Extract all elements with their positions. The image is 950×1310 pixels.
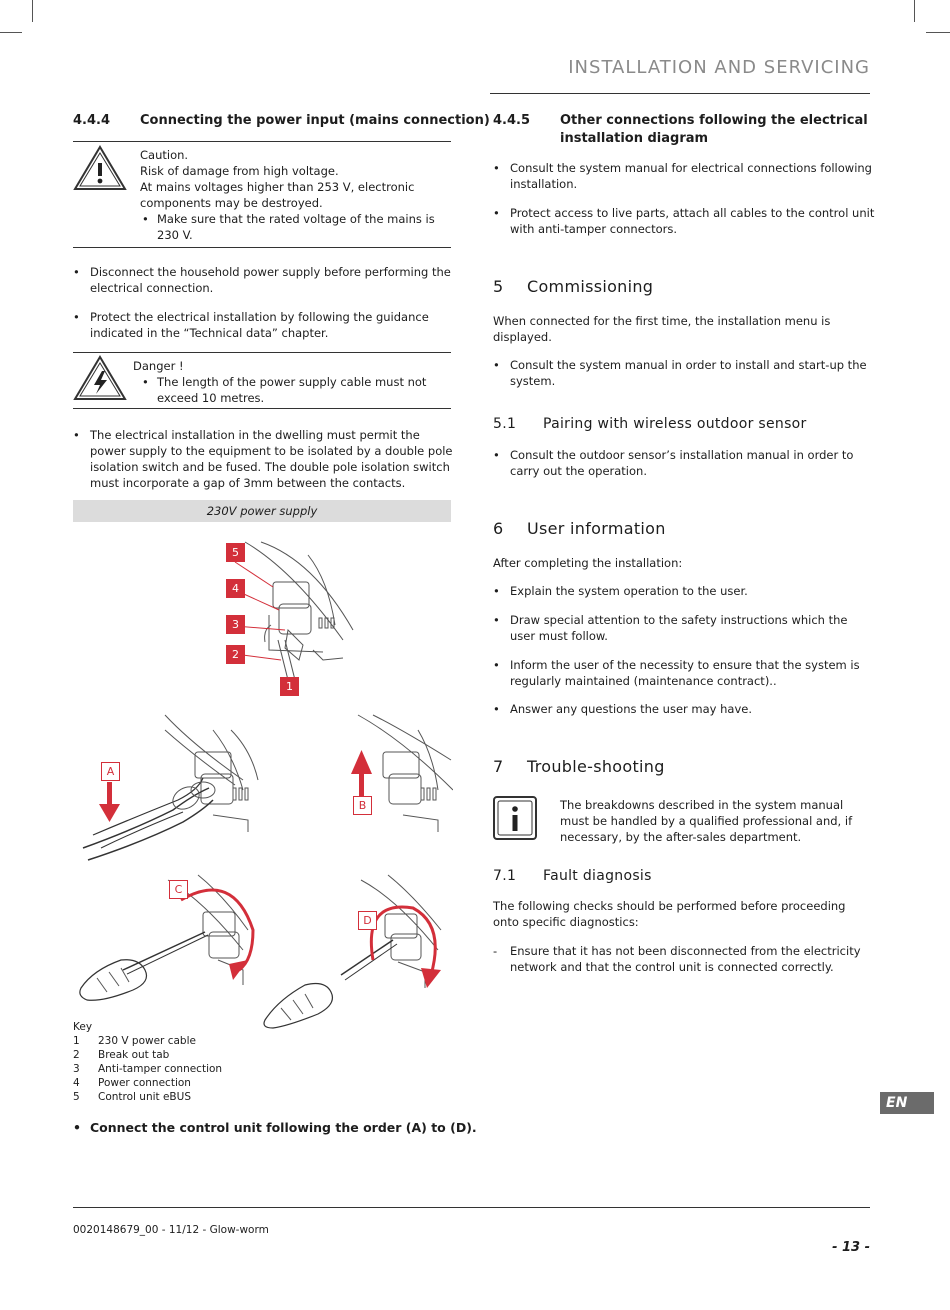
section-title: Trouble-shooting <box>527 757 665 776</box>
section-number: 6 <box>493 519 504 538</box>
section-title: Pairing with wireless outdoor sensor <box>543 416 807 432</box>
caution-text: Caution. Risk of damage from high voltage. At mains voltages higher than 253 V, electronic components may be destroyed. <box>140 148 415 210</box>
figure-label-5: 5 <box>226 543 245 562</box>
key-title: Key <box>73 1021 93 1033</box>
figure-label-1: 1 <box>280 677 299 696</box>
section-number: 4.4.4 <box>73 113 111 128</box>
figure-label-c: C <box>169 880 188 899</box>
section-number: 5 <box>493 277 504 296</box>
page-number: - 13 - <box>832 1240 870 1255</box>
section-number: 7 <box>493 757 504 776</box>
header-rule <box>490 93 870 94</box>
section-title: Other connections following the electrical installation diagram <box>560 113 868 146</box>
page-header-title: INSTALLATION AND SERVICING <box>568 57 870 78</box>
section-number: 4.4.5 <box>493 113 531 128</box>
section-number: 7.1 <box>493 868 517 884</box>
info-text: The breakdowns described in the system manual must be handled by a qualified professional and, if necessary, by the after-sales department. <box>560 798 853 844</box>
section-title: Connecting the power input (mains connection) <box>140 113 490 128</box>
figure-label-4: 4 <box>226 579 245 598</box>
paragraph: After completing the installation: <box>493 556 683 570</box>
figure-label-a: A <box>101 762 120 781</box>
figure-label-2: 2 <box>226 645 245 664</box>
footer-doc-ref: 0020148679_00 - 11/12 - Glow-worm <box>73 1224 269 1236</box>
caution-warning-icon <box>73 144 127 192</box>
wiring-illustration <box>73 530 453 1030</box>
figure-label-3: 3 <box>226 615 245 634</box>
section-title: Fault diagnosis <box>543 868 652 884</box>
section-title: Commissioning <box>527 277 654 296</box>
figure-caption: 230V power supply <box>206 504 318 518</box>
crop-mark <box>0 32 22 33</box>
rule <box>73 408 451 409</box>
rule <box>73 247 451 248</box>
language-tab: EN <box>880 1092 934 1114</box>
key-list: 1 230 V power cable 2 Break out tab 3 Anti-tamper connection 4 Power connection 5 Control unit eBUS <box>73 1035 223 1103</box>
danger-title: Danger ! <box>133 359 184 373</box>
crop-mark <box>926 32 950 33</box>
paragraph: The following checks should be performed before proceeding onto specific diagnostics: <box>493 899 846 929</box>
section-title: User information <box>527 519 666 538</box>
footer-rule <box>73 1207 870 1208</box>
paragraph: When connected for the first time, the installation menu is displayed. <box>493 314 831 344</box>
high-voltage-danger-icon <box>73 354 127 402</box>
crop-mark <box>914 0 915 22</box>
rule <box>73 352 451 353</box>
info-icon <box>493 796 537 840</box>
rule <box>73 141 451 142</box>
section-number: 5.1 <box>493 416 517 432</box>
crop-mark <box>32 0 33 22</box>
figure-label-d: D <box>358 911 377 930</box>
figure-label-b: B <box>353 796 372 815</box>
